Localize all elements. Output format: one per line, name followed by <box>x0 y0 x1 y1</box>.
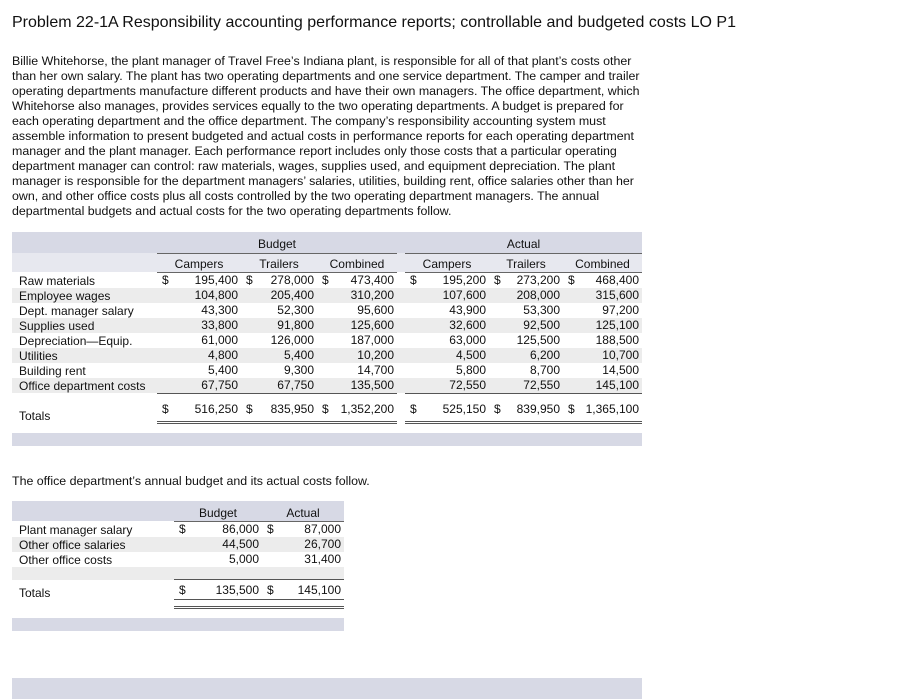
total-value <box>262 580 344 600</box>
amount-value: 188,500 <box>595 332 639 347</box>
row-label: Office department costs <box>12 378 157 394</box>
amount-value: 92,500 <box>523 317 560 332</box>
cell-value <box>241 378 317 394</box>
cell-value <box>157 363 241 378</box>
cell-value <box>241 333 317 348</box>
cell-value <box>157 348 241 363</box>
departmental-costs-table <box>12 232 642 424</box>
amount-value: 72,550 <box>449 377 486 392</box>
currency-symbol: $ <box>410 272 417 287</box>
row-label: Depreciation—Equip. <box>19 333 133 348</box>
column-header: Combined <box>317 253 397 272</box>
row-label: Dept. manager salary <box>19 303 134 318</box>
cell-value <box>563 348 642 363</box>
row-label: Other office costs <box>19 552 113 567</box>
table-row <box>12 552 344 567</box>
cell-value <box>317 378 397 394</box>
cell-value <box>489 333 563 348</box>
amount-value: 195,400 <box>194 272 238 287</box>
amount-value: 145,100 <box>297 583 341 597</box>
cell-value <box>157 303 241 318</box>
group-gap <box>397 303 405 318</box>
amount-value: 14,700 <box>357 362 394 377</box>
amount-value: 125,500 <box>516 332 560 347</box>
amount-value: 273,200 <box>516 272 560 287</box>
currency-symbol: $ <box>179 583 186 597</box>
group-gap <box>397 348 405 363</box>
cell-value <box>563 303 642 318</box>
amount-value: 208,000 <box>516 287 560 302</box>
currency-symbol: $ <box>568 402 575 416</box>
corner-cell <box>12 232 157 253</box>
amount-value: 32,600 <box>449 317 486 332</box>
spacer-row <box>12 393 642 402</box>
cell-value <box>489 348 563 363</box>
amount-value: 145,100 <box>595 377 639 392</box>
cell-value <box>405 272 489 288</box>
row-label: Totals <box>19 585 51 600</box>
cell-value <box>405 363 489 378</box>
currency-symbol: $ <box>410 402 417 416</box>
amount-value: 72,550 <box>523 377 560 392</box>
currency-symbol: $ <box>568 272 575 287</box>
group-header-row <box>12 232 642 253</box>
column-header: Combined <box>563 253 642 272</box>
cell-value <box>174 537 262 552</box>
cell-value <box>405 318 489 333</box>
amount-value: 278,000 <box>270 272 314 287</box>
cell-value <box>405 348 489 363</box>
cell-value <box>489 378 563 394</box>
row-label: Raw materials <box>19 273 96 288</box>
column-header: Trailers <box>489 253 563 272</box>
amount-value: 4,500 <box>455 347 486 362</box>
group-gap <box>397 272 405 288</box>
amount-value: 9,300 <box>283 362 314 377</box>
amount-value: 10,700 <box>602 347 639 362</box>
cell-value <box>241 318 317 333</box>
amount-value: 8,700 <box>529 362 560 377</box>
cell-value <box>563 378 642 394</box>
amount-value: 835,950 <box>270 402 314 416</box>
total-value <box>317 402 397 423</box>
group-gap <box>397 318 405 333</box>
cell-value <box>241 288 317 303</box>
currency-symbol: $ <box>246 402 253 416</box>
amount-value: 126,000 <box>270 332 314 347</box>
amount-value: 839,950 <box>516 402 560 416</box>
cell-value <box>489 303 563 318</box>
cell-value <box>563 272 642 288</box>
table-row <box>12 272 642 288</box>
corner-cell <box>12 501 174 521</box>
amount-value: 53,300 <box>523 302 560 317</box>
amount-value: 4,800 <box>207 347 238 362</box>
office-table-note: The office department’s annual budget and its actual costs follow. <box>12 474 370 488</box>
amount-value: 473,400 <box>350 272 394 287</box>
cell-value <box>157 272 241 288</box>
amount-value: 86,000 <box>222 521 259 536</box>
table-row <box>12 363 642 378</box>
cell-value <box>317 348 397 363</box>
cell-value <box>157 318 241 333</box>
amount-value: 516,250 <box>194 402 238 416</box>
column-header-row <box>12 501 344 521</box>
column-header: Campers <box>405 253 489 272</box>
currency-symbol: $ <box>246 272 253 287</box>
cell-value <box>174 521 262 537</box>
table-footer-strip <box>12 618 344 631</box>
total-value <box>489 402 563 423</box>
amount-value: 104,800 <box>194 287 238 302</box>
group-header-actual: Actual <box>405 232 642 253</box>
group-gap <box>397 393 405 402</box>
cell-value <box>317 303 397 318</box>
cell-value <box>489 363 563 378</box>
cell-value <box>157 378 241 394</box>
amount-value: 107,600 <box>442 287 486 302</box>
row-label: Totals <box>19 408 51 423</box>
table-row <box>12 288 642 303</box>
group-gap <box>397 232 405 253</box>
table-row <box>12 303 642 318</box>
amount-value: 125,100 <box>595 317 639 332</box>
cell-value <box>317 318 397 333</box>
amount-value: 44,500 <box>222 536 259 551</box>
cell-value <box>317 363 397 378</box>
cell-value <box>262 521 344 537</box>
column-header-row <box>12 253 642 272</box>
cell-value <box>317 333 397 348</box>
cell-value <box>317 288 397 303</box>
problem-description: Billie Whitehorse, the plant manager of Travel Free’s Indiana plant, is responsible for all of that plant’s costs other than her own salary. The plant has two operating departments and one service department. The camper and trailer operating departments manufacture different products and have their own managers. The office department, which Whitehorse also manages, provides services equally to the two operating departments. A budget is prepared for each operating department and the office department. The company’s responsibility accounting system must assemble information to present budgeted and actual costs in performance reports for each operating department manager and the plant manager. Each performance report includes only those costs that a particular operating department manager can control: raw materials, wages, supplies used, and equipment depreciation. The plant manager is responsible for the department managers’ salaries, utilities, building rent, office salaries other than her own, and other office costs plus all costs controlled by the two operating department managers. The annual departmental budgets and actual costs for the two operating departments follow. <box>12 54 640 218</box>
amount-value: 135,500 <box>215 583 259 597</box>
total-value <box>174 580 262 600</box>
cell-value <box>489 288 563 303</box>
amount-value: 525,150 <box>442 402 486 416</box>
table-row <box>12 378 642 394</box>
currency-symbol: $ <box>267 521 274 536</box>
table-row <box>12 333 642 348</box>
column-header: Actual <box>262 501 344 521</box>
amount-value: 61,000 <box>201 332 238 347</box>
row-label: Utilities <box>12 348 157 363</box>
total-value <box>405 402 489 423</box>
amount-value: 67,750 <box>201 377 238 392</box>
row-label: Employee wages <box>12 288 157 303</box>
currency-symbol: $ <box>322 272 329 287</box>
amount-value: 14,500 <box>602 362 639 377</box>
cell-value <box>563 288 642 303</box>
amount-value: 205,400 <box>270 287 314 302</box>
amount-value: 187,000 <box>350 332 394 347</box>
amount-value: 5,400 <box>207 362 238 377</box>
row-label: Other office salaries <box>12 537 174 552</box>
currency-symbol: $ <box>179 521 186 536</box>
amount-value: 10,200 <box>357 347 394 362</box>
currency-symbol: $ <box>494 402 501 416</box>
cell-value <box>405 378 489 394</box>
cell-value <box>157 288 241 303</box>
table-row <box>12 537 344 552</box>
amount-value: 125,600 <box>350 317 394 332</box>
group-header-budget: Budget <box>157 232 397 253</box>
table-row <box>12 521 344 537</box>
amount-value: 33,800 <box>201 317 238 332</box>
cell-value <box>563 333 642 348</box>
spacer-row <box>12 567 344 580</box>
cell-value <box>241 303 317 318</box>
cell-value <box>241 363 317 378</box>
total-value <box>157 402 241 423</box>
column-header: Budget <box>174 501 262 521</box>
currency-symbol: $ <box>267 583 274 597</box>
cell-value <box>405 333 489 348</box>
amount-value: 310,200 <box>350 287 394 302</box>
cell-value <box>262 552 344 567</box>
amount-value: 135,500 <box>350 377 394 392</box>
amount-value: 95,600 <box>357 302 394 317</box>
amount-value: 43,300 <box>201 302 238 317</box>
spacer-row <box>12 600 344 608</box>
cell-value <box>563 318 642 333</box>
next-section-strip <box>12 678 642 699</box>
row-label: Building rent <box>19 363 86 378</box>
column-header: Campers <box>157 253 241 272</box>
amount-value: 315,600 <box>595 287 639 302</box>
amount-value: 91,800 <box>277 317 314 332</box>
amount-value: 43,900 <box>449 302 486 317</box>
cell-value <box>174 552 262 567</box>
totals-row <box>12 402 642 423</box>
group-gap <box>397 378 405 394</box>
row-label: Plant manager salary <box>19 522 133 537</box>
amount-value: 97,200 <box>602 302 639 317</box>
amount-value: 1,352,200 <box>340 402 394 416</box>
row-label: Supplies used <box>12 318 157 333</box>
cell-value <box>489 318 563 333</box>
amount-value: 52,300 <box>277 302 314 317</box>
amount-value: 67,750 <box>277 377 314 392</box>
amount-value: 468,400 <box>595 272 639 287</box>
amount-value: 87,000 <box>304 521 341 536</box>
group-gap <box>397 402 405 423</box>
table-row <box>12 348 642 363</box>
cell-value <box>241 272 317 288</box>
problem-title: Problem 22-1A Responsibility accounting performance reports; controllable and budgeted costs LO P1 <box>12 14 736 31</box>
table-footer-strip <box>12 433 642 446</box>
amount-value: 26,700 <box>304 536 341 551</box>
amount-value: 195,200 <box>442 272 486 287</box>
group-gap <box>397 288 405 303</box>
amount-value: 1,365,100 <box>585 402 639 416</box>
currency-symbol: $ <box>322 402 329 416</box>
currency-symbol: $ <box>162 272 169 287</box>
group-gap <box>397 333 405 348</box>
amount-value: 5,800 <box>455 362 486 377</box>
column-header: Trailers <box>241 253 317 272</box>
cell-value <box>489 272 563 288</box>
total-value <box>563 402 642 423</box>
totals-row <box>12 580 344 600</box>
amount-value: 5,000 <box>228 551 259 566</box>
cell-value <box>563 363 642 378</box>
cell-value <box>262 537 344 552</box>
amount-value: 31,400 <box>304 551 341 566</box>
currency-symbol: $ <box>162 402 169 416</box>
cell-value <box>157 333 241 348</box>
corner-cell <box>12 253 157 272</box>
group-gap <box>397 253 405 272</box>
total-value <box>241 402 317 423</box>
cell-value <box>317 272 397 288</box>
cell-value <box>241 348 317 363</box>
cell-value <box>405 288 489 303</box>
table-row <box>12 318 642 333</box>
cell-value <box>405 303 489 318</box>
amount-value: 6,200 <box>529 347 560 362</box>
office-department-table <box>12 501 344 609</box>
amount-value: 63,000 <box>449 332 486 347</box>
group-gap <box>397 363 405 378</box>
amount-value: 5,400 <box>283 347 314 362</box>
currency-symbol: $ <box>494 272 501 287</box>
